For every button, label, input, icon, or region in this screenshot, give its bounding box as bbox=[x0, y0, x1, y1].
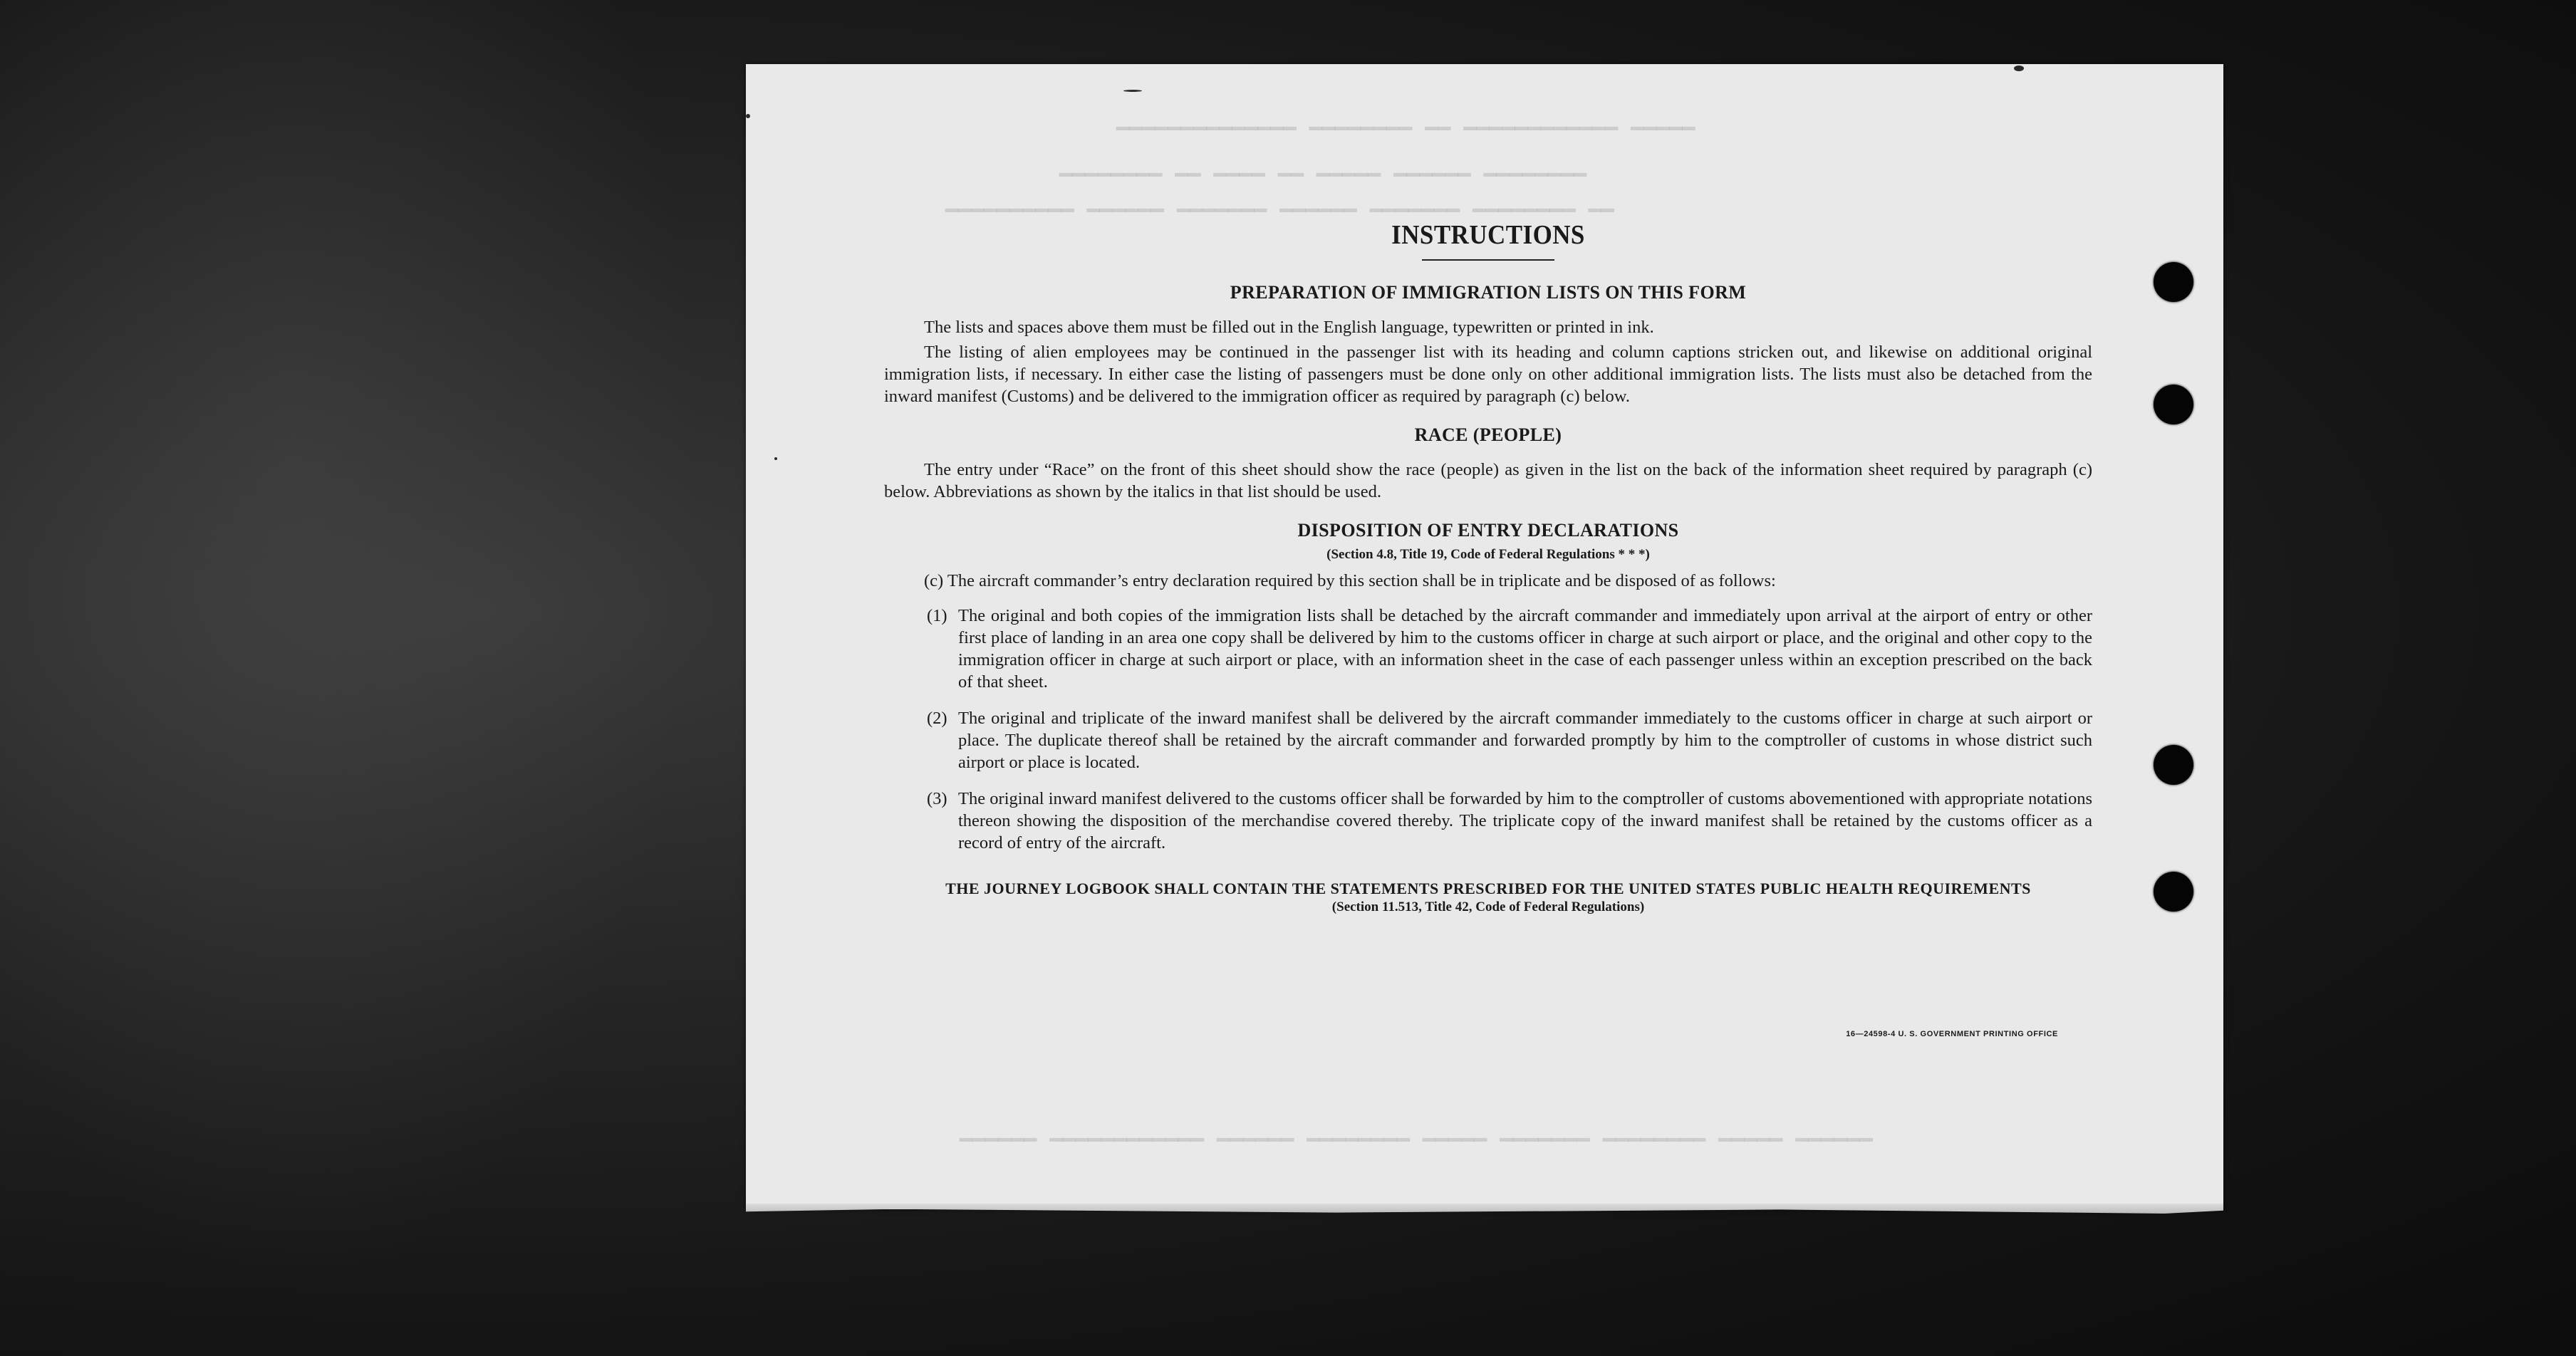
bleed-through-text: ━━ ━━━━━━━━ ━━━━━━━ ━━━━━━ ━━━━━━━ ━━━━━━ ━━━━━━━━━━ bbox=[945, 196, 1614, 220]
preparation-paragraph-1: The lists and spaces above them must be filled out in the English language, typewritten or printed in ink. bbox=[924, 318, 1654, 337]
disposition-intro-label: (c) bbox=[924, 571, 944, 590]
item-text: The original and both copies of the immigration lists shall be detached by the aircraft commander and immediately upon arrival at the airport of entry or other first place of landing in an area one copy shall be delivered by him to the customs officer in charge at such airport or place, and the original and other copy to the immigration officer in charge at such airport or place, with an information sheet in the case of each passenger unless within an exception prescribed on the back of that sheet. bbox=[958, 606, 2092, 692]
scan-speck bbox=[774, 457, 777, 460]
bleed-through-text: ━━━━━ ━━━━━━━━━━━━ ━━ ━━━━━━━━ ━━━━━━━━━━━━━━ bbox=[1116, 114, 1695, 138]
race-paragraph: The entry under “Race” on the front of this sheet should show the race (people) as given in the list on the back of the information sheet required by paragraph (c) below. Abbreviations as shown by the italics in that list should be used. bbox=[884, 460, 2092, 501]
punch-hole bbox=[2154, 745, 2193, 785]
scan-speck bbox=[2014, 66, 2024, 71]
printer-mark: 16—24598-4 U. S. GOVERNMENT PRINTING OFFICE bbox=[1846, 1030, 2058, 1038]
section-heading-disposition: DISPOSITION OF ENTRY DECLARATIONS bbox=[1297, 520, 1679, 541]
scan-speck bbox=[1123, 90, 1142, 92]
punch-hole bbox=[2154, 385, 2193, 424]
item-label: (2) bbox=[927, 709, 947, 728]
logbook-requirement-heading: THE JOURNEY LOGBOOK SHALL CONTAIN THE STATEMENTS PRESCRIBED FOR THE UNITED STATES PUBLIC HEALTH REQUIREMENTS bbox=[945, 880, 2031, 897]
disposition-citation: (Section 4.8, Title 19, Code of Federal Regulations * * *) bbox=[1326, 547, 1650, 562]
disposition-item-1 bbox=[884, 605, 2092, 693]
section-heading-preparation: PREPARATION OF IMMIGRATION LISTS ON THIS FORM bbox=[1230, 282, 1747, 303]
title-underline bbox=[1422, 259, 1554, 261]
scan-speck bbox=[746, 114, 750, 118]
instructions-content bbox=[884, 219, 2092, 915]
punch-hole bbox=[2154, 262, 2193, 302]
preparation-paragraph-2: The listing of alien employees may be continued in the passenger list with its heading and column captions stricken out, and likewise on additional original immigration lists, if necessary. In either case the listing of passengers must be done only on other additional immigration lists. The lists must also be detached from the inward manifest (Customs) and be delivered to the immigration officer as required by paragraph (c) below. bbox=[884, 343, 2092, 406]
page-title: INSTRUCTIONS bbox=[1391, 220, 1585, 250]
logbook-requirement-citation: (Section 11.513, Title 42, Code of Federal Regulations) bbox=[1331, 899, 1645, 914]
bleed-through-text: ━━━━━━ ━━━━━ ━━━━━━━━ ━━━━━━━ ━━━━━ ━━━━━━━━ ━━━━━━ ━━━━━━━━━━━━ ━━━━━━ bbox=[960, 1125, 1873, 1149]
section-heading-race: RACE (PEOPLE) bbox=[1414, 424, 1562, 445]
document-page bbox=[746, 64, 2223, 1209]
item-label: (3) bbox=[927, 789, 947, 808]
item-label: (1) bbox=[927, 606, 947, 625]
disposition-intro bbox=[884, 570, 2092, 592]
disposition-item-2 bbox=[884, 707, 2092, 773]
disposition-item-3 bbox=[884, 788, 2092, 854]
item-text: The original and triplicate of the inward manifest shall be delivered by the aircraft commander immediately to the customs officer in charge at such airport or place. The duplicate thereof shall be retained by the aircraft commander and forwarded promptly by him to the comptroller of customs in whose district such airport or place is located. bbox=[958, 709, 2092, 772]
item-text: The original inward manifest delivered to the customs officer shall be forwarded by him to the comptroller of customs abovementioned with appropriate notations thereon showing the disposition of the merchandise covered thereby. The triplicate copy of the inward manifest shall be retained by the customs officer as a record of entry of the aircraft. bbox=[958, 789, 2092, 852]
disposition-intro-text: The aircraft commander’s entry declaration required by this section shall be in triplicate and be disposed of as follows: bbox=[947, 571, 1776, 590]
punch-hole bbox=[2154, 872, 2193, 912]
scan-background bbox=[0, 0, 734, 1356]
bleed-through-text: ━━━━━━━━ ━━━━━━ ━━━━━ ━━ ━━━━ ━━ ━━━━━━━━ bbox=[1059, 160, 1587, 184]
